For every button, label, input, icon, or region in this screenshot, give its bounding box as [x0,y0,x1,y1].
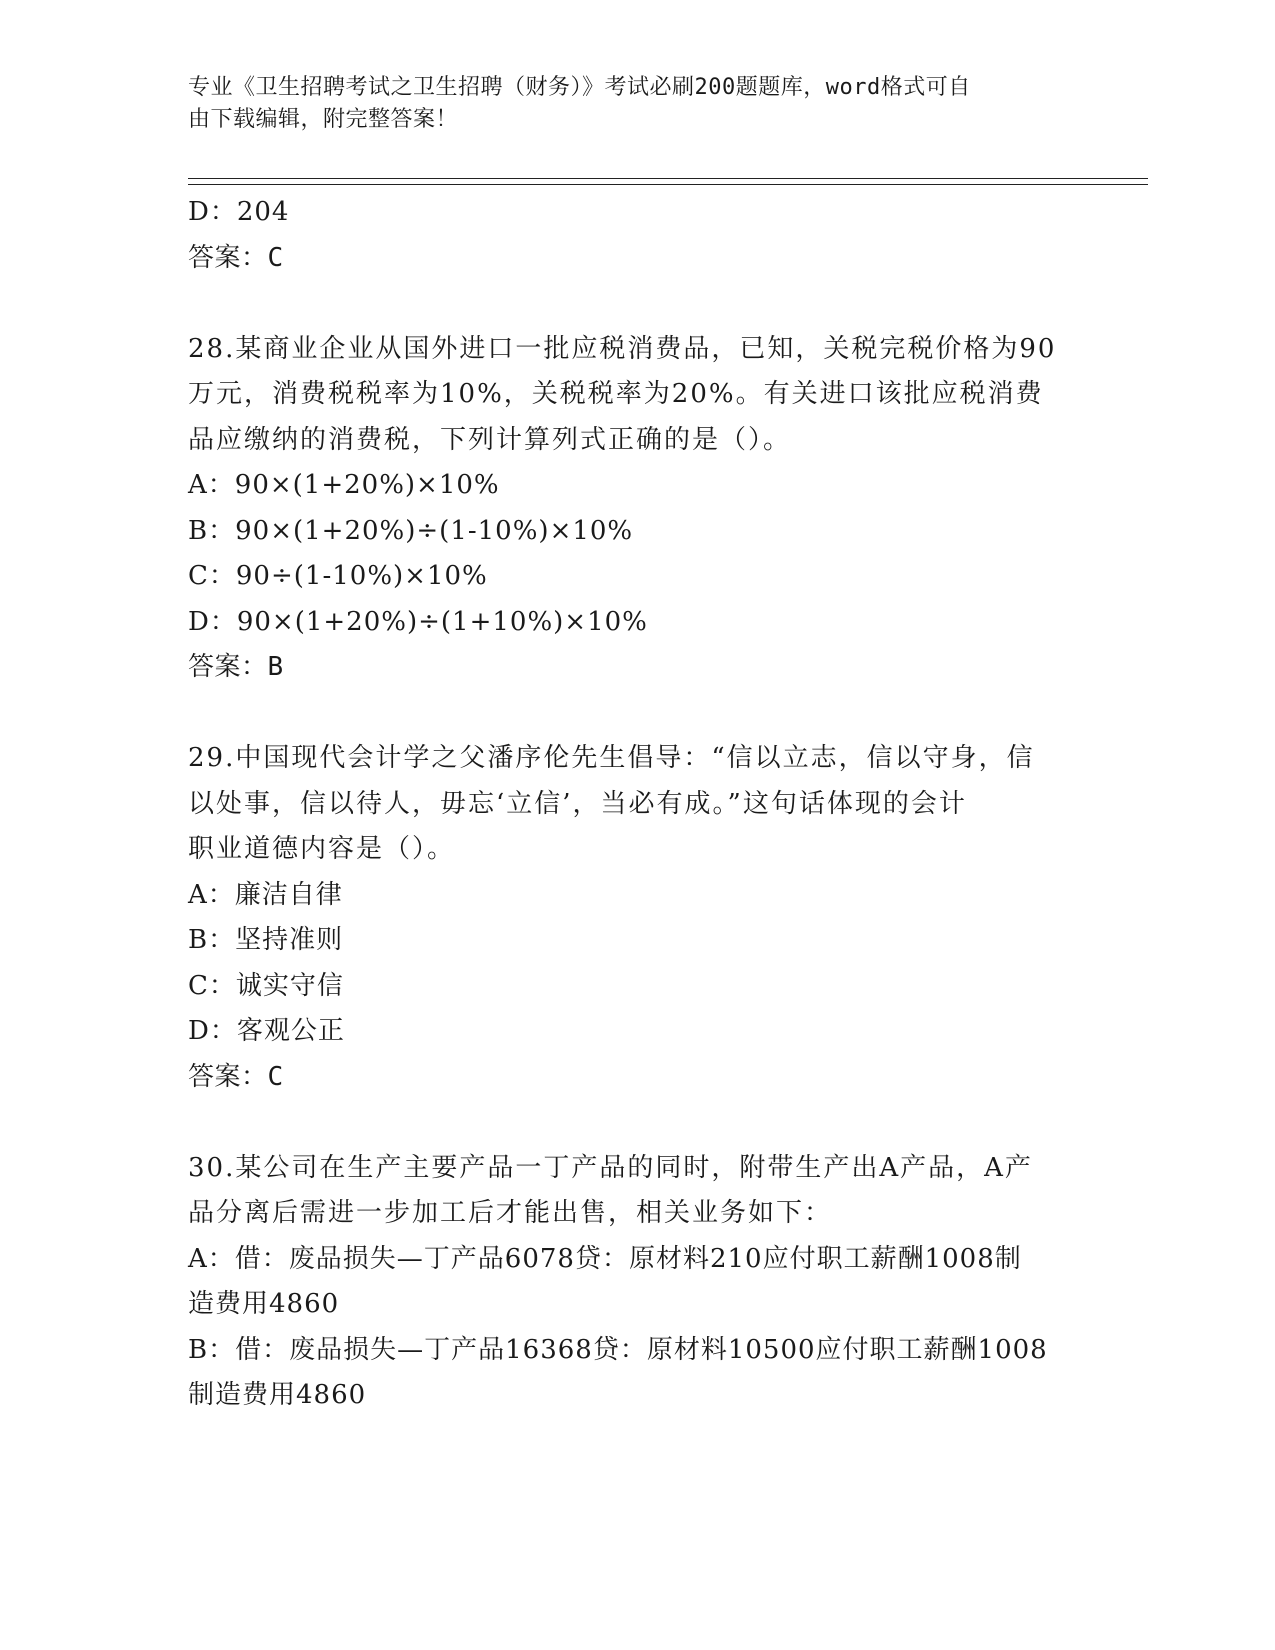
question-28 [188,327,1088,691]
option-d: D：客观公正 [188,1016,345,1046]
option-b-line-1: B：借：废品损失—丁产品16368贷：原材料10500应付职工薪酬1008 [188,1334,1048,1365]
question-stem-line: 29.中国现代会计学之父潘序伦先生倡导：“信以立志，信以守身，信 [188,743,1035,773]
option-d: D：90×(1+20%)÷(1+10%)×10% [188,606,648,637]
question-29 [188,736,1088,1100]
question-stem-line: 万元，消费税税率为10%，关税税率为20%。有关进口该批应税消费 [188,379,1044,409]
question-content [188,190,1088,1419]
option-b: B：坚持准则 [188,925,344,955]
spacer [188,281,1088,327]
prev-option-d: D：204 [188,197,290,227]
question-stem-line: 28.某商业企业从国外进口一批应税消费品，已知，关税完税价格为90 [188,333,1057,364]
prev-answer: 答案：C [188,242,284,273]
option-a-line-1: A：借：废品损失—丁产品6078贷：原材料210应付职工薪酬1008制 [188,1243,1022,1274]
answer: 答案：C [188,1061,284,1092]
question-stem-line: 品分离后需进一步加工后才能出售，相关业务如下： [188,1198,833,1228]
spacer [188,691,1088,737]
header-divider-bottom [188,184,1148,185]
answer: 答案：B [188,652,284,682]
option-a: A：90×(1+20%)×10% [188,470,500,500]
option-b-line-2: 制造费用4860 [188,1380,367,1410]
option-a-line-2: 造费用4860 [188,1289,340,1319]
question-stem-line: 职业道德内容是（）。 [188,834,456,864]
spacer [188,1100,1088,1146]
option-c: C：90÷(1-10%)×10% [188,561,488,591]
question-stem-line: 品应缴纳的消费税，下列计算列式正确的是（）。 [188,424,792,455]
header-divider-top [188,178,1148,179]
question-stem-line: 以处事，信以待人，毋忘‘立信’，当必有成。”这句话体现的会计 [188,788,967,819]
document-header [188,72,1088,136]
option-a: A：廉洁自律 [188,879,343,910]
header-line-2: 由下载编辑，附完整答案！ [188,107,459,132]
option-b: B：90×(1+20%)÷(1-10%)×10% [188,515,634,546]
question-stem-line: 30.某公司在生产主要产品一丁产品的同时，附带生产出A产品，A产 [188,1152,1033,1183]
header-line-1: 专业《卫生招聘考试之卫生招聘（财务）》考试必刷200题题库，word格式可自 [188,75,971,100]
question-30 [188,1146,1088,1419]
option-c: C：诚实守信 [188,970,344,1001]
